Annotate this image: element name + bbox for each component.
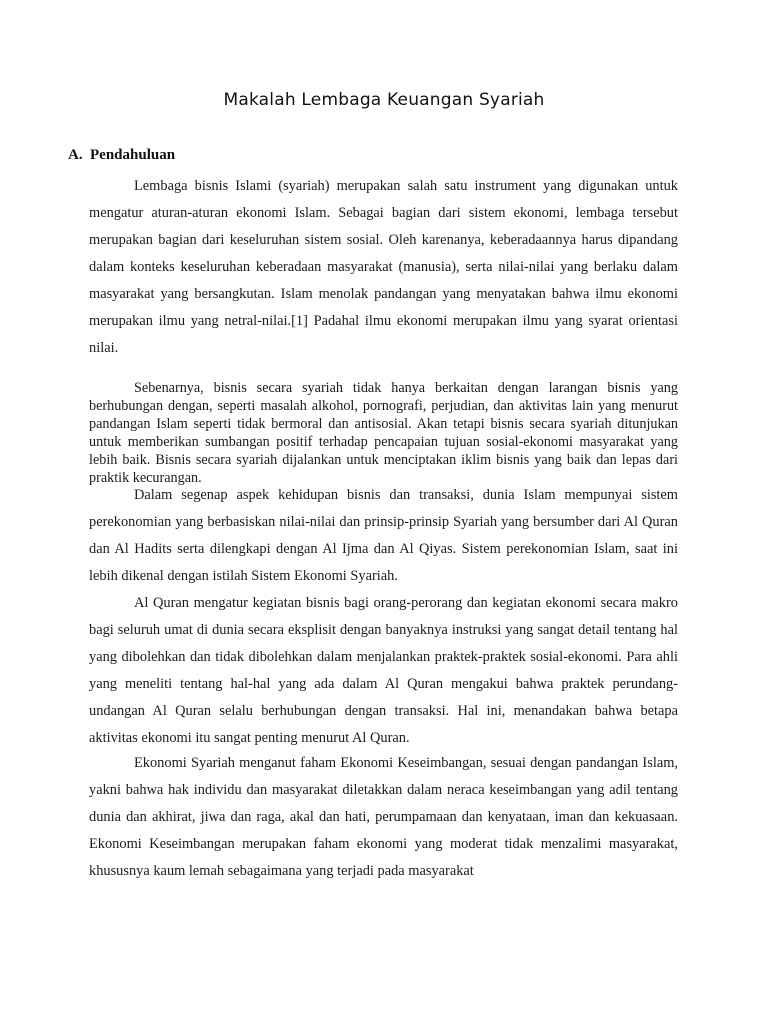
paragraph-5-text: Ekonomi Syariah menganut faham Ekonomi Keseimbangan, sesuai dengan pandangan Islam, yakni bahwa hak individu dan masyarakat diletakkan dalam neraca keseimbangan yang adil tentang dunia dan akhirat, jiwa dan raga, akal dan hati, perumpamaan dan kenyataan, iman dan kekuasaan. Ekonomi Keseimbangan merupakan faham ekonomi yang moderat tidak menzalimi masyarakat, khususnya kaum lemah sebagaimana yang terjadi pada masyarakat (89, 755, 678, 879)
paragraph-2-text: Sebenarnya, bisnis secara syariah tidak hanya berkaitan dengan larangan bisnis yang berhubungan dengan, seperti masalah alkohol, pornografi, perjudian, dan aktivitas lain yang menurut pandangan Islam seperti tidak bermoral dan antisosial. Akan tetapi bisnis secara syariah ditunjukan untuk memberikan sumbangan positif terhadap pencapaian tujuan sosial-ekonomi masyarakat yang lebih baik. Bisnis secara syariah dijalankan untuk menciptakan iklim bisnis yang baik dan lepas dari praktik kecurangan. (89, 380, 678, 486)
paragraph-4 (89, 590, 678, 752)
paragraph-3-text: Dalam segenap aspek kehidupan bisnis dan transaksi, dunia Islam mempunyai sistem perekonomian yang berbasiskan nilai-nilai dan prinsip-prinsip Syariah yang bersumber dari Al Quran dan Al Hadits serta dilengkapi dengan Al Ijma dan Al Qiyas. Sistem perekonomian Islam, saat ini lebih dikenal dengan istilah Sistem Ekonomi Syariah. (89, 487, 678, 584)
paragraph-1 (89, 173, 678, 362)
paragraph-4-text: Al Quran mengatur kegiatan bisnis bagi orang-perorang dan kegiatan ekonomi secara makro bagi seluruh umat di dunia secara eksplisit dengan banyaknya instruksi yang sangat detail tentang hal yang dibolehkan dan tidak dibolehkan dalam menjalankan praktek-praktek sosial-ekonomi. Para ahli yang meneliti tentang hal-hal yang ada dalam Al Quran mengakui bahwa praktek perundang-undangan Al Quran selalu berhubungan dengan transaksi. Hal ini, menandakan bahwa betapa aktivitas ekonomi itu sangat penting menurut Al Quran. (89, 595, 678, 746)
section-heading (68, 147, 175, 164)
paragraph-5 (89, 750, 678, 885)
paragraph-3 (89, 482, 678, 590)
section-letter: A. (68, 147, 83, 163)
paragraph-2 (89, 379, 678, 487)
document-title: Makalah Lembaga Keuangan Syariah (223, 90, 545, 110)
section-title: Pendahuluan (90, 147, 176, 163)
paragraph-1-text: Lembaga bisnis Islami (syariah) merupakan salah satu instrument yang digunakan untuk mengatur aturan-aturan ekonomi Islam. Sebagai bagian dari sistem ekonomi, lembaga tersebut merupakan bagian dari keseluruhan sistem sosial. Oleh karenanya, keberadaannya harus dipandang dalam konteks keseluruhan keberadaan masyarakat (manusia), serta nilai-nilai yang berlaku dalam masyarakat yang bersangkutan. Islam menolak pandangan yang menyatakan bahwa ilmu ekonomi merupakan ilmu yang netral-nilai.[1] Padahal ilmu ekonomi merupakan ilmu yang syarat orientasi nilai. (89, 178, 678, 356)
